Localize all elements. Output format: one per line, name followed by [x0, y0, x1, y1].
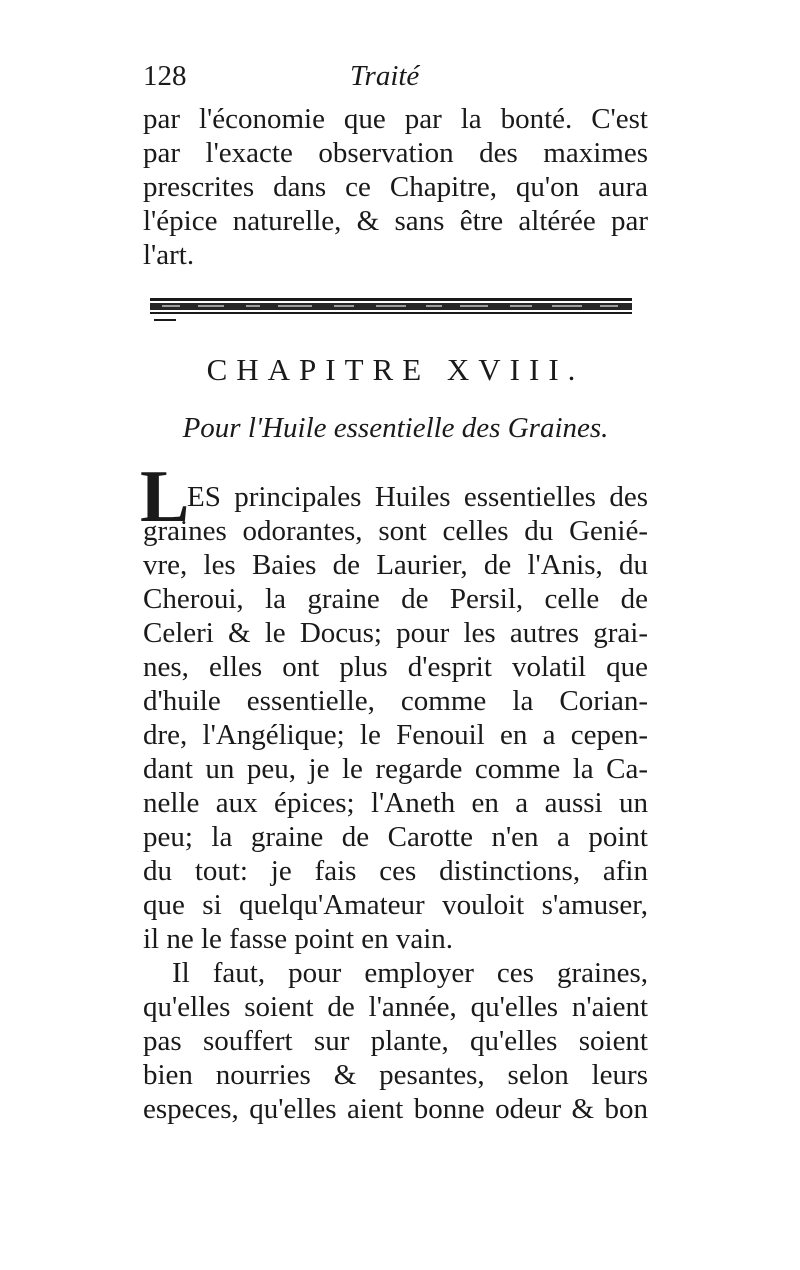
drop-cap: L	[140, 456, 190, 538]
text-line: especes, qu'elles aient bonne odeur & bon	[143, 1093, 648, 1125]
text-line: dre, l'Angélique; le Fenouil en a cepen-	[143, 719, 648, 751]
chapter-subtitle: Pour l'Huile essentielle des Graines.	[182, 412, 609, 444]
text-line: Il faut, pour employer ces graines,	[172, 957, 648, 989]
running-head	[143, 60, 653, 96]
running-title: Traité	[350, 60, 420, 92]
text-line: du tout: je fais ces distinctions, afin	[143, 855, 648, 887]
text-line: pas souffert sur plante, qu'elles soient	[143, 1025, 648, 1057]
text-line: que si quelqu'Amateur vouloit s'amuser,	[143, 889, 648, 921]
text-line: nelle aux épices; l'Aneth en a aussi un	[143, 787, 648, 819]
text-line: nes, elles ont plus d'esprit volatil que	[143, 651, 648, 683]
text-line: vre, les Baies de Laurier, de l'Anis, du	[143, 549, 648, 581]
text-line: Cheroui, la graine de Persil, celle de	[143, 583, 648, 615]
text-line: peu; la graine de Carotte n'en a point	[143, 821, 648, 853]
ornamental-rule	[150, 296, 632, 326]
text-line: bien nourries & pesantes, selon leurs	[143, 1059, 648, 1091]
text-line: l'art.	[143, 239, 195, 271]
text-line: qu'elles soient de l'année, qu'elles n'aient	[143, 991, 648, 1023]
text-line: ES principales Huiles essentielles des	[187, 481, 648, 513]
text-line: par l'exacte observation des maximes	[143, 137, 648, 169]
page-number: 128	[143, 60, 187, 92]
chapter-heading: CHAPITRE XVIII.	[206, 352, 585, 387]
text-line: prescrites dans ce Chapitre, qu'on aura	[143, 171, 648, 203]
text-line: d'huile essentielle, comme la Corian-	[143, 685, 648, 717]
text-line: il ne le fasse point en vain.	[143, 923, 454, 955]
text-line: graines odorantes, sont celles du Genié-	[143, 515, 648, 547]
text-line: l'épice naturelle, & sans être altérée par	[143, 205, 648, 237]
text-line: dant un peu, je le regarde comme la Ca-	[143, 753, 648, 785]
text-line: par l'économie que par la bonté. C'est	[143, 103, 648, 135]
text-line: Celeri & le Docus; pour les autres grai-	[143, 617, 648, 649]
